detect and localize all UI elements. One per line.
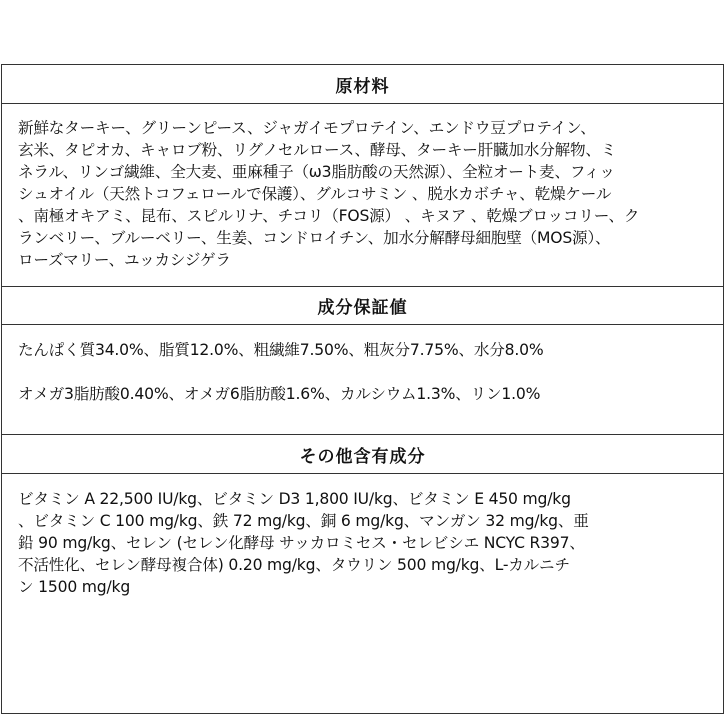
ingredients-table [1, 64, 724, 714]
section-heading-other-contents: その他含有成分 [2, 436, 723, 474]
other-contents-list: ビタミン A 22,500 IU/kg、ビタミン D3 1,800 IU/kg、ビタミン E 450 mg/kg 、ビタミン C 100 mg/kg、鉄 72 mg/kg、銅 6 mg/kg、マンガン 32 mg/kg、亜 鉛 90 mg/kg、セレン (セレン化酵母 サッカロミセス・セレビシエ NCYC R397、 不活性化、セレン酵母複合体) 0.20 mg/kg、タウリン 500 mg/kg、L-カルニチ ン 1500 mg/kg [18, 490, 589, 596]
section-heading-ingredients: 原材料 [2, 65, 723, 104]
analysis-line-2: オメガ3脂肪酸0.40%、オメガ6脂肪酸1.6%、カルシウム1.3%、リン1.0% [18, 385, 541, 403]
ingredients-list: 新鮮なターキー、グリーンピース、ジャガイモプロテイン、エンドウ豆プロテイン、 玄米、タピオカ、キャロブ粉、リグノセルロース、酵母、ターキー肝臓加水分解物、ミ ネラル、リンゴ繊維、全大麦、亜麻種子（ω3脂肪酸の天然源）、全粒オート麦、フィッ シュオイル（天然トコフェロールで保護）、グルコサミン 、脱水カボチャ、乾燥ケール 、南極オキアミ、昆布、スピルリナ、チコリ（FOS源） 、キヌア 、乾燥ブロッコリー、ク ランベリー、ブルーベリー、生姜、コンドロイチン、加水分解酵母細胞壁（MOS源）、 ローズマリー、ユッカシジゲラ [2, 104, 723, 287]
analysis-line-1: たんぱく質34.0%、脂質12.0%、粗繊維7.50%、粗灰分7.75%、水分8.0% [18, 341, 544, 359]
section-heading-guaranteed-analysis: 成分保証値 [2, 287, 723, 325]
guaranteed-analysis [2, 325, 723, 435]
